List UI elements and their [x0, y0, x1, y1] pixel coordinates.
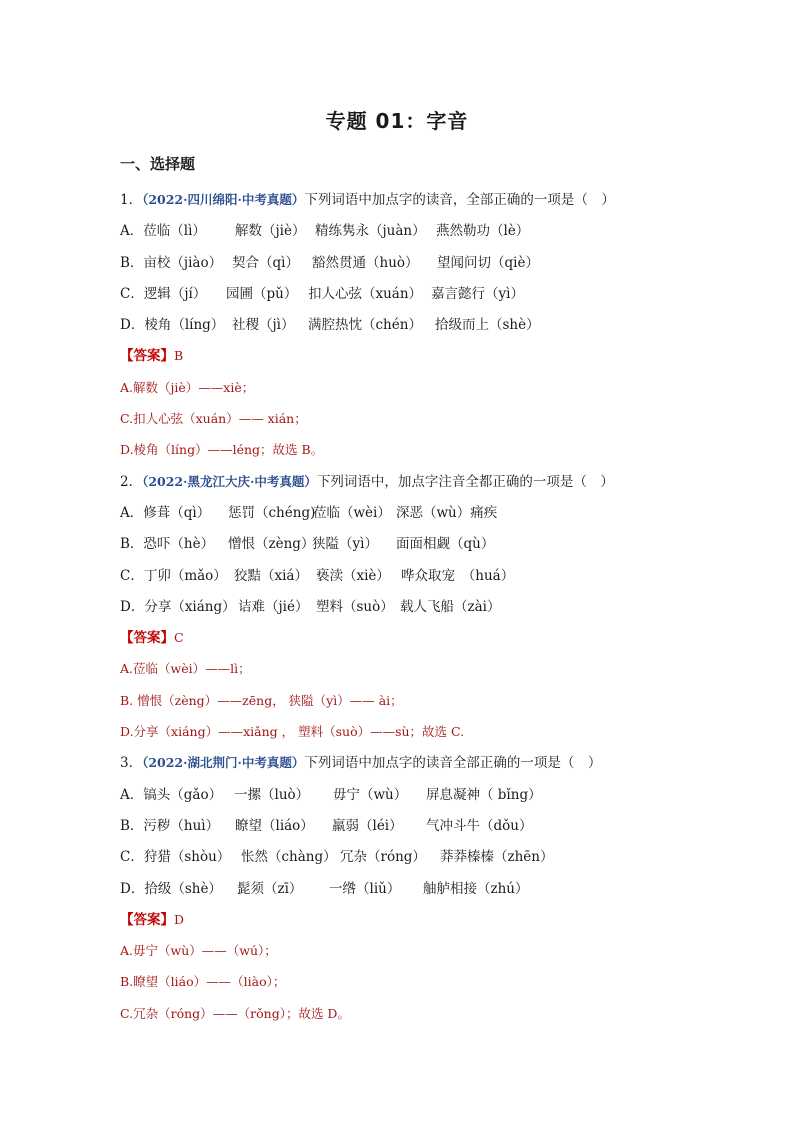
- answer-value: B: [174, 348, 184, 364]
- question-text: 下列词语中，加点字注音全都正确的一项是（ ）: [316, 473, 614, 490]
- option-word: 豁然贯通（huò）: [312, 254, 419, 271]
- answer-label: 【答案】: [120, 911, 174, 928]
- option-word: 嘉言懿行（yì）: [431, 285, 524, 302]
- option-c: C．逻辑（jí）: [120, 285, 207, 302]
- option-word: 一摞（luò）: [234, 786, 310, 803]
- option-word: 载人飞船（zài）: [400, 598, 501, 615]
- option-row: [120, 876, 720, 907]
- option-word: 精练隽永（juàn）: [315, 223, 426, 240]
- option-word: 冗杂（róng）: [340, 849, 426, 866]
- answer-line: [120, 343, 720, 374]
- option-word: 一绺（liǔ）: [329, 880, 401, 897]
- question-number: 3．: [120, 755, 143, 772]
- section-heading: 一、选择题: [120, 155, 196, 173]
- option-word: 莽莽榛榛（zhēn）: [440, 849, 554, 866]
- explanation-line: B. 憎恨（zèng）——zēng， 狭隘（yì）—— ài；: [120, 692, 403, 708]
- option-word: 塑料（suò）: [316, 598, 394, 615]
- option-a: A．修葺（qì）: [120, 504, 211, 521]
- question-text: 下列词语中加点字的读音，全部正确的一项是（ ）: [304, 192, 615, 208]
- option-word: 瞭望（liáo）: [235, 817, 314, 834]
- option-word: 羸弱（léi）: [332, 817, 403, 834]
- answer-line: [120, 625, 720, 656]
- option-row: [120, 844, 720, 875]
- option-row: [120, 218, 720, 249]
- answer-value: D: [174, 911, 185, 927]
- option-word: 气冲斗牛（dǒu）: [426, 817, 533, 834]
- option-word: 燕然勒功（lè）: [436, 223, 530, 240]
- option-word: 莅临（wèi）: [313, 504, 391, 521]
- option-word: 髭须（zī）: [237, 880, 303, 897]
- option-d: D．拾级（shè）: [120, 880, 222, 897]
- option-word: 社稷（jì）: [232, 317, 295, 334]
- option-word: 拾级而上（shè）: [435, 317, 540, 334]
- answer-line: [120, 907, 720, 938]
- option-word: 狭隘（yì）: [312, 536, 378, 553]
- option-c: C．丁卯（mǎo）: [120, 567, 227, 584]
- question-stem: [120, 187, 720, 218]
- question-text: 下列词语中加点字的读音全部正确的一项是（ ）: [304, 755, 602, 772]
- page-title: 专题 01：字音: [325, 109, 469, 133]
- answer-value: C: [174, 630, 184, 646]
- option-word: 毋宁（wù）: [333, 786, 408, 803]
- option-row: [120, 782, 720, 813]
- option-word: 舳舻相接（zhú）: [423, 880, 529, 897]
- option-word: 狡黠（xiá）: [234, 567, 308, 584]
- answer-label: 【答案】: [120, 630, 174, 647]
- option-word: 面面相觑（qù）: [396, 536, 495, 553]
- option-row: [120, 594, 720, 625]
- option-word: 契合（qì）: [232, 254, 299, 271]
- option-a: A．莅临（lì）: [120, 223, 206, 240]
- question-stem: [120, 469, 720, 500]
- option-word: 园圃（pǔ）: [226, 285, 298, 302]
- option-word: 满腔热忱（chén）: [308, 317, 422, 334]
- questions-content: [120, 187, 720, 1032]
- explanation-line: A.毋宁（wù）——（wú）；: [120, 943, 277, 959]
- option-row: [120, 813, 720, 844]
- explanation-line: D.分享（xiáng）——xiǎng ， 塑料（suò）——sù；故选 C.: [120, 724, 465, 740]
- answer-label: 【答案】: [120, 348, 174, 365]
- explanation-line: A.解数（jiè）——xiè；: [120, 379, 255, 395]
- question-number: 2．: [120, 473, 143, 490]
- option-word: 扣人心弦（xuán）: [308, 285, 423, 302]
- option-word: 屏息凝神（ bǐng）: [426, 786, 542, 803]
- option-word: 怅然（chàng）: [241, 849, 337, 866]
- explanation-line: D.棱角（líng）——léng；故选 B。: [120, 442, 324, 458]
- option-row: [120, 250, 720, 281]
- option-row: [120, 563, 720, 594]
- option-word: 望闻问切（qiè）: [437, 254, 539, 271]
- option-row: [120, 531, 720, 562]
- option-b: B．恐吓（hè）: [120, 536, 215, 553]
- option-row: [120, 281, 720, 312]
- explanation-line: C.冗杂（róng）——（rǒng）；故选 D。: [120, 1005, 350, 1021]
- option-d: D．棱角（líng）: [120, 317, 225, 334]
- question-source: （2022·四川绵阳·中考真题）: [142, 192, 305, 207]
- option-d: D．分享（xiáng）: [120, 598, 236, 615]
- option-b: B．亩校（jiào）: [120, 254, 223, 271]
- option-a: A．镐头（gǎo）: [120, 786, 223, 803]
- question-stem: [120, 750, 720, 781]
- option-word: 憎恨（zèng）: [228, 536, 315, 553]
- option-word: 深恶（wù）痛疾: [396, 504, 498, 521]
- explanation-line: C.扣人心弦（xuán）—— xián；: [120, 411, 307, 427]
- option-c: C．狩猎（shòu）: [120, 849, 231, 866]
- option-word: 解数（jiè）: [235, 223, 306, 240]
- explanation-line: A.莅临（wèi）——lì；: [120, 661, 251, 677]
- question-source: （2022·黑龙江大庆·中考真题）: [142, 473, 317, 489]
- option-row: [120, 312, 720, 343]
- option-b: B．污秽（huì）: [120, 817, 220, 834]
- option-word: 惩罚（chéng): [228, 504, 316, 521]
- question-number: 1．: [120, 192, 143, 208]
- question-source: （2022·湖北荆门·中考真题）: [142, 755, 305, 771]
- option-word: 哗众取宠 （huá）: [401, 567, 515, 584]
- explanation-line: B.瞭望（liáo）——（liào）；: [120, 974, 286, 990]
- option-row: [120, 500, 720, 531]
- option-word: 亵渎（xiè）: [316, 567, 390, 584]
- option-word: 诘难（jié）: [238, 598, 309, 615]
